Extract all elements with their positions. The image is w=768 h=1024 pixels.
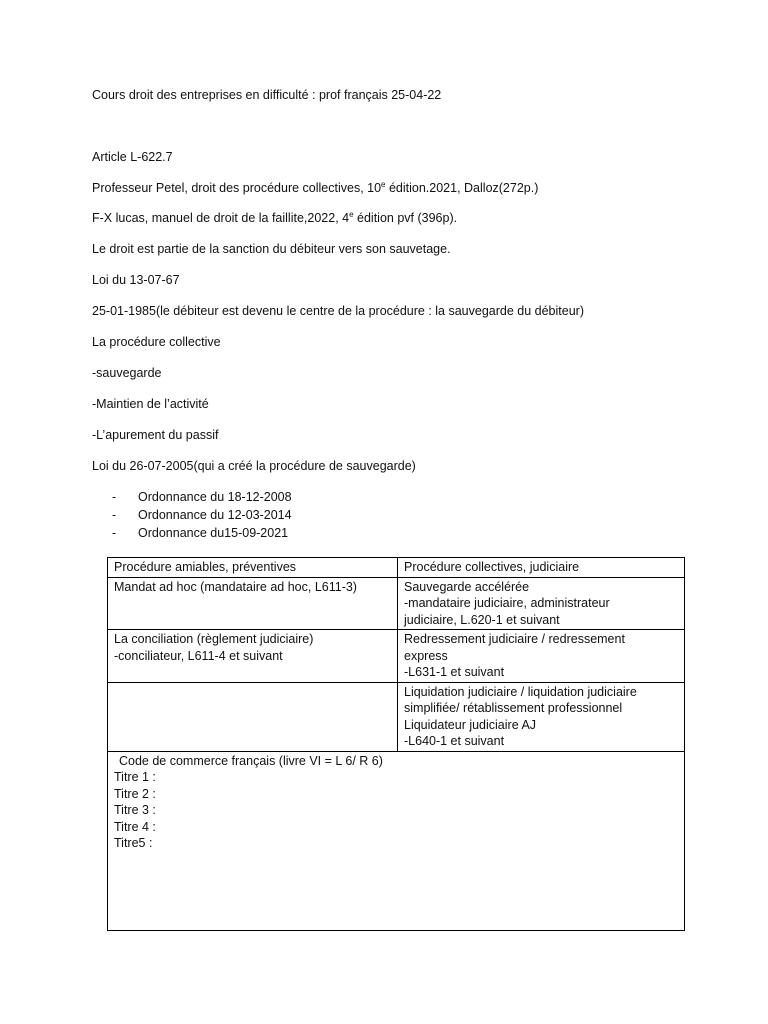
table-cell bbox=[108, 577, 398, 630]
cell-line: Liquidateur judiciaire AJ bbox=[404, 717, 537, 732]
reference-petel bbox=[92, 181, 538, 195]
ordonnance-text: Ordonnance du 18-12-2008 bbox=[138, 490, 292, 504]
cell-line: -conciliateur, L611-4 et suivant bbox=[114, 648, 283, 663]
reference-text: édition.2021, Dalloz(272p.) bbox=[385, 181, 539, 195]
bullet-dash: - bbox=[112, 526, 117, 540]
list-item bbox=[112, 490, 372, 508]
cell-line: judiciaire, L.620-1 et suivant bbox=[404, 612, 560, 627]
bullet-dash: - bbox=[112, 508, 117, 522]
reference-text: F-X lucas, manuel de droit de la faillite,2022, 4 bbox=[92, 211, 350, 225]
cell-line: simplifiée/ rétablissement professionnel bbox=[404, 701, 623, 715]
code-heading: Code de commerce français (livre VI = L 6/ R 6) bbox=[119, 753, 383, 768]
table-cell bbox=[108, 630, 398, 683]
table-header-row bbox=[108, 558, 685, 578]
list-item bbox=[112, 526, 372, 544]
cell-line: La conciliation (règlement judiciaire) bbox=[114, 632, 314, 646]
table-cell bbox=[398, 682, 685, 751]
cell-line: -L640-1 et suivant bbox=[404, 734, 505, 748]
list-item: -Maintien de l’activité bbox=[92, 397, 209, 411]
date-1985: 25-01-1985(le débiteur est devenu le centre de la procédure : la sauvegarde du débiteur) bbox=[92, 304, 584, 318]
titre-line: Titre 3 : bbox=[114, 803, 156, 817]
ordonnance-text: Ordonnance du15-09-2021 bbox=[138, 526, 289, 540]
cell-line: Liquidation judiciaire / liquidation judiciaire bbox=[404, 684, 637, 699]
superscript: e bbox=[381, 180, 386, 189]
titre-line: Titre 2 : bbox=[114, 786, 156, 801]
sanction-sentence: Le droit est partie de la sanction du débiteur vers son sauvetage. bbox=[92, 242, 451, 256]
empty-cell bbox=[108, 682, 398, 751]
list-item: -sauvegarde bbox=[92, 366, 162, 380]
table-row bbox=[108, 682, 685, 751]
table-row bbox=[108, 630, 685, 683]
superscript: e bbox=[349, 210, 354, 219]
titre-line: Titre5 : bbox=[114, 836, 153, 850]
code-commerce-cell bbox=[108, 751, 685, 930]
list-item bbox=[112, 508, 372, 526]
table-row bbox=[108, 751, 685, 930]
bullet-dash: - bbox=[112, 490, 117, 504]
cell-line: express bbox=[404, 648, 448, 663]
header-cell: Procédure amiables, préventives bbox=[108, 558, 398, 578]
list-item: -L’apurement du passif bbox=[92, 428, 219, 442]
header-cell: Procédure collectives, judiciaire bbox=[398, 558, 685, 578]
loi-2005: Loi du 26-07-2005(qui a créé la procédure de sauvegarde) bbox=[92, 459, 416, 473]
loi-1967: Loi du 13-07-67 bbox=[92, 273, 180, 287]
table-cell bbox=[398, 630, 685, 683]
reference-text: Professeur Petel, droit des procédure collectives, 10 bbox=[92, 181, 382, 195]
titre-line: Titre 4 : bbox=[114, 819, 156, 834]
reference-lucas bbox=[92, 211, 457, 225]
titre-line: Titre 1 : bbox=[114, 770, 156, 784]
procedure-collective-heading: La procédure collective bbox=[92, 335, 221, 349]
course-heading: Cours droit des entreprises en difficulté : prof français 25-04-22 bbox=[92, 88, 442, 102]
cell-line: Sauvegarde accélérée bbox=[404, 579, 530, 594]
cell-line: Redressement judiciaire / redressement bbox=[404, 632, 625, 646]
article-reference: Article L-622.7 bbox=[92, 150, 173, 164]
cell-line: Mandat ad hoc (mandataire ad hoc, L611-3) bbox=[114, 579, 357, 594]
table-cell bbox=[398, 577, 685, 630]
table-row bbox=[108, 577, 685, 630]
procedure-table bbox=[107, 557, 685, 931]
ordonnance-list bbox=[112, 490, 372, 544]
cell-line: -mandataire judiciaire, administrateur bbox=[404, 596, 610, 610]
cell-line: -L631-1 et suivant bbox=[404, 665, 505, 679]
ordonnance-text: Ordonnance du 12-03-2014 bbox=[138, 508, 292, 522]
reference-text: édition pvf (396p). bbox=[353, 211, 458, 225]
